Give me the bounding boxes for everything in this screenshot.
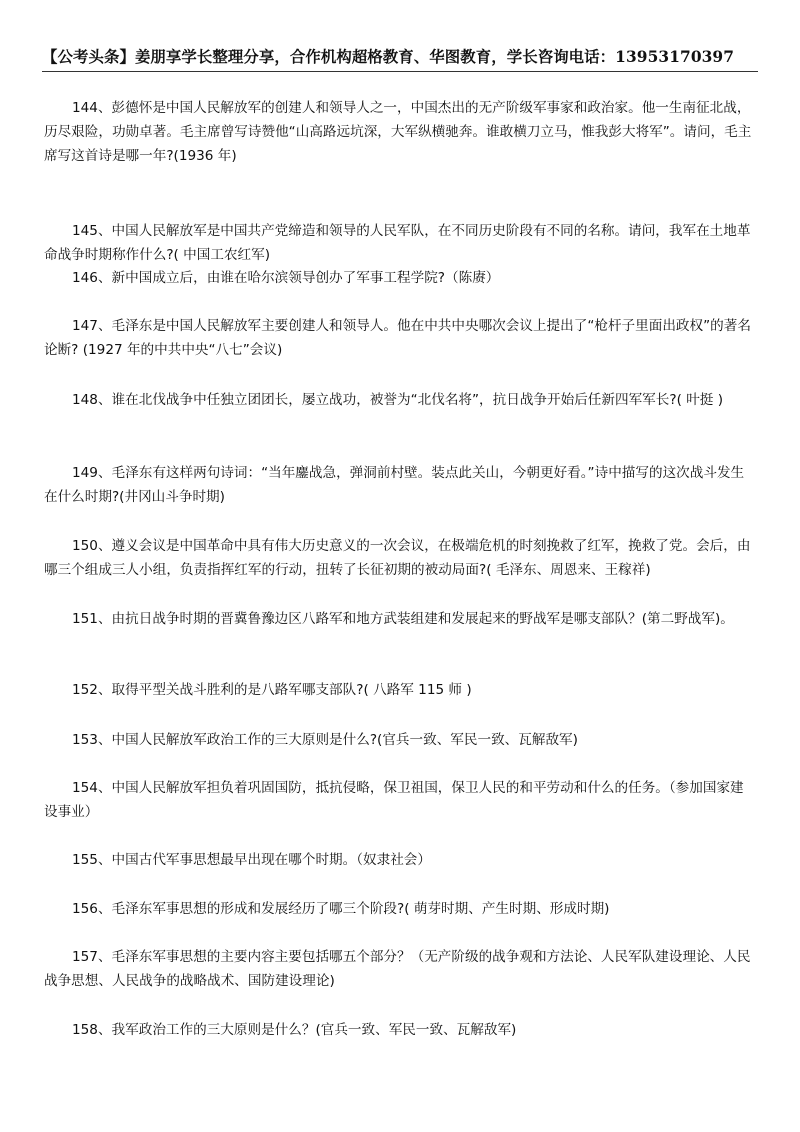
question-153: 153、中国人民解放军政治工作的三大原则是什么?(官兵一致、军民一致、瓦解敌军) (72, 732, 578, 748)
question-155: 155、中国古代军事思想最早出现在哪个时期。（奴隶社会） (72, 852, 431, 868)
question-150: 150、遵义会议是中国革命中具有伟大历史意义的一次会议，在极端危机的时刻挽救了红军，挽救了党。会后，由哪三个组成三人小组，负责指挥红军的行动，扭转了长征初期的被动局面?( 毛泽东、周恩来、王稼祥) (44, 538, 751, 578)
question-152: 152、取得平型关战斗胜利的是八路军哪支部队?( 八路军 115 师 ) (72, 682, 472, 698)
question-151: 151、由抗日战争时期的晋冀鲁豫边区八路军和地方武装组建和发展起来的野战军是哪支部队？(第二野战军)。 (72, 611, 734, 627)
question-145: 145、中国人民解放军是中国共产党缔造和领导的人民军队，在不同历史阶段有不同的名称。请问，我军在土地革命战争时期称作什么?( 中国工农红军) (44, 223, 751, 263)
header-divider (42, 71, 758, 72)
question-156: 156、毛泽东军事思想的形成和发展经历了哪三个阶段?( 萌芽时期、产生时期、形成时期) (72, 901, 610, 917)
question-158: 158、我军政治工作的三大原则是什么？(官兵一致、军民一致、瓦解敌军) (72, 1022, 517, 1038)
page-header: 【公考头条】姜朋享学长整理分享，合作机构超格教育、华图教育，学长咨询电话：13953170397 (42, 48, 735, 66)
question-157: 157、毛泽东军事思想的主要内容主要包括哪五个部分？（无产阶级的战争观和方法论、人民军队建设理论、人民战争思想、人民战争的战略战术、国防建设理论) (44, 949, 751, 989)
question-149: 149、毛泽东有这样两句诗词：“当年鏖战急，弹洞前村壁。装点此关山，今朝更好看。”诗中描写的这次战斗发生在什么时期?(井冈山斗争时期) (44, 465, 745, 505)
question-146: 146、新中国成立后，由谁在哈尔滨领导创办了军事工程学院?（陈赓） (72, 270, 500, 286)
question-147: 147、毛泽东是中国人民解放军主要创建人和领导人。他在中共中央哪次会议上提出了“枪杆子里面出政权”的著名论断? (1927 年的中共中央“八七”会议) (44, 318, 751, 358)
question-148: 148、谁在北伐战争中任独立团团长，屡立战功，被誉为“北伐名将”，抗日战争开始后任新四军军长?( 叶挺 ) (72, 392, 724, 408)
question-154: 154、中国人民解放军担负着巩固国防，抵抗侵略，保卫祖国，保卫人民的和平劳动和什么的任务。（参加国家建设事业） (44, 780, 744, 820)
question-144: 144、彭德怀是中国人民解放军的创建人和领导人之一，中国杰出的无产阶级军事家和政治家。他一生南征北战，历尽艰险，功勋卓著。毛主席曾写诗赞他“山高路远坑深，大军纵横驰奔。谁敢横刀立马，惟我彭大将军”。请问，毛主席写这首诗是哪一年?(1936 年) (44, 100, 752, 164)
